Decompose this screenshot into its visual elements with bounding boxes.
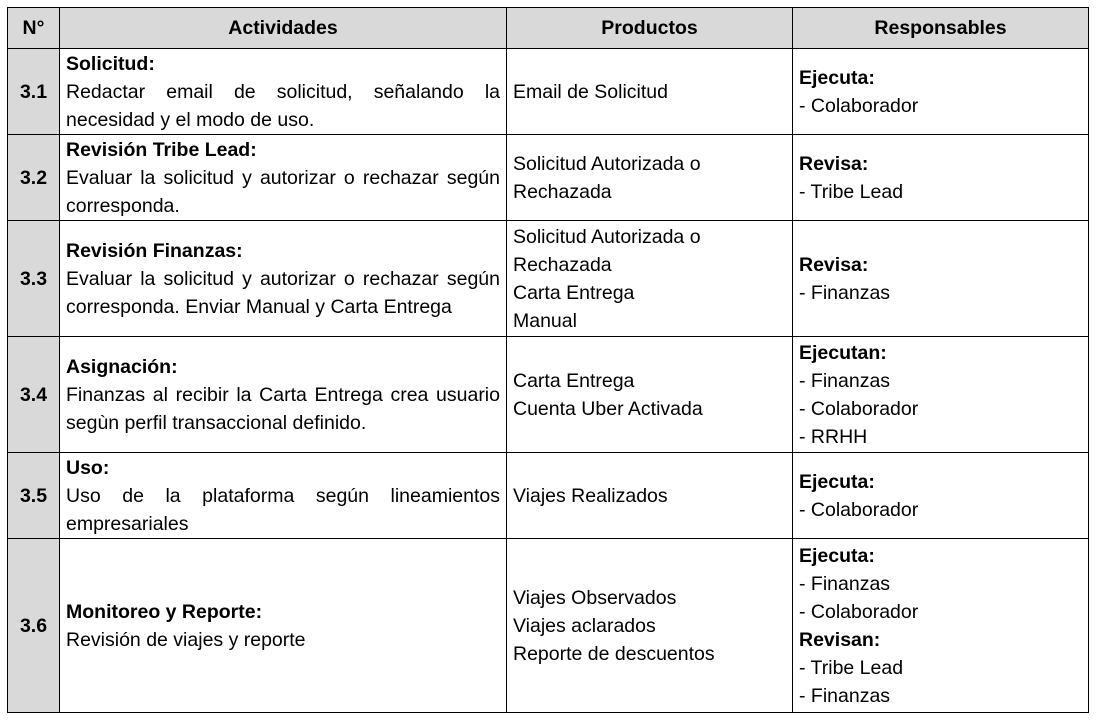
responsibles-cell	[793, 221, 1089, 337]
product-item: Manual	[513, 309, 577, 332]
products-cell	[507, 135, 793, 221]
products-cell	[507, 49, 793, 135]
product-item: Email de Solicitud	[513, 80, 668, 103]
responsible-role: Ejecuta:	[799, 544, 875, 567]
header-responsibles: Responsables	[793, 8, 1089, 49]
activity-description: Evaluar la solicitud y autorizar o rechazar según corresponda.	[66, 166, 500, 217]
product-item: Carta Entrega	[513, 281, 635, 304]
product-item: Solicitud Autorizada o	[513, 225, 701, 248]
product-item: Viajes aclarados	[513, 614, 656, 637]
activity-cell	[60, 49, 507, 135]
table-body	[8, 49, 1089, 713]
products-cell	[507, 337, 793, 453]
row-number: 3.2	[8, 135, 60, 221]
responsible-role: Revisa:	[799, 253, 869, 276]
product-item: Solicitud Autorizada o	[513, 152, 701, 175]
activity-description: Revisión de viajes y reporte	[66, 628, 306, 651]
responsible-person: - Finanzas	[799, 369, 891, 392]
responsibles-cell	[793, 539, 1089, 713]
products-cell	[507, 539, 793, 713]
product-item: Viajes Observados	[513, 586, 677, 609]
responsible-role: Ejecuta:	[799, 470, 875, 493]
activity-cell	[60, 135, 507, 221]
product-item: Cuenta Uber Activada	[513, 397, 703, 420]
responsible-person: - Colaborador	[799, 397, 919, 420]
activity-cell	[60, 221, 507, 337]
responsible-person: - Finanzas	[799, 281, 891, 304]
responsible-person: - Colaborador	[799, 498, 919, 521]
responsible-person: - Finanzas	[799, 572, 891, 595]
responsibles-cell	[793, 337, 1089, 453]
activity-title: Monitoreo y Reporte:	[66, 600, 263, 623]
product-item: Reporte de descuentos	[513, 642, 715, 665]
responsible-person: - Tribe Lead	[799, 656, 904, 679]
responsible-role: Ejecutan:	[799, 341, 887, 364]
product-item: Rechazada	[513, 180, 612, 203]
activity-title: Revisión Finanzas:	[66, 239, 243, 262]
product-item: Rechazada	[513, 253, 612, 276]
activity-title: Uso:	[66, 456, 110, 479]
products-cell	[507, 221, 793, 337]
responsible-person: - Colaborador	[799, 94, 919, 117]
process-table	[7, 7, 1089, 713]
activity-description: Uso de la plataforma según lineamientos empresariales	[66, 484, 500, 535]
responsible-role: Revisan:	[799, 628, 881, 651]
product-item: Carta Entrega	[513, 369, 635, 392]
responsible-role: Revisa:	[799, 152, 869, 175]
header-number: N°	[8, 8, 60, 49]
activity-title: Solicitud:	[66, 52, 155, 75]
responsible-person: - Colaborador	[799, 600, 919, 623]
table-row	[8, 453, 1089, 539]
table-row	[8, 539, 1089, 713]
responsible-person: - Tribe Lead	[799, 180, 904, 203]
responsibles-cell	[793, 453, 1089, 539]
row-number: 3.4	[8, 337, 60, 453]
responsibles-cell	[793, 135, 1089, 221]
activity-cell	[60, 453, 507, 539]
responsible-person: - Finanzas	[799, 684, 891, 707]
products-cell	[507, 453, 793, 539]
activity-title: Asignación:	[66, 355, 178, 378]
header-products: Productos	[507, 8, 793, 49]
table-row	[8, 49, 1089, 135]
responsibles-cell	[793, 49, 1089, 135]
responsible-person: - RRHH	[799, 425, 868, 448]
activity-description: Redactar email de solicitud, señalando la necesidad y el modo de uso.	[66, 80, 500, 131]
activity-title: Revisión Tribe Lead:	[66, 138, 257, 161]
table-row	[8, 135, 1089, 221]
header-row	[8, 8, 1089, 49]
activity-cell	[60, 337, 507, 453]
row-number: 3.6	[8, 539, 60, 713]
table-row	[8, 337, 1089, 453]
activity-description: Evaluar la solicitud y autorizar o rechazar según corresponda. Enviar Manual y Carta Entrega	[66, 267, 500, 318]
product-item: Viajes Realizados	[513, 484, 668, 507]
responsible-role: Ejecuta:	[799, 66, 875, 89]
row-number: 3.5	[8, 453, 60, 539]
header-activities: Actividades	[60, 8, 507, 49]
row-number: 3.3	[8, 221, 60, 337]
activity-description: Finanzas al recibir la Carta Entrega crea usuario segùn perfil transaccional definido.	[66, 383, 500, 434]
activity-cell	[60, 539, 507, 713]
table-row	[8, 221, 1089, 337]
row-number: 3.1	[8, 49, 60, 135]
